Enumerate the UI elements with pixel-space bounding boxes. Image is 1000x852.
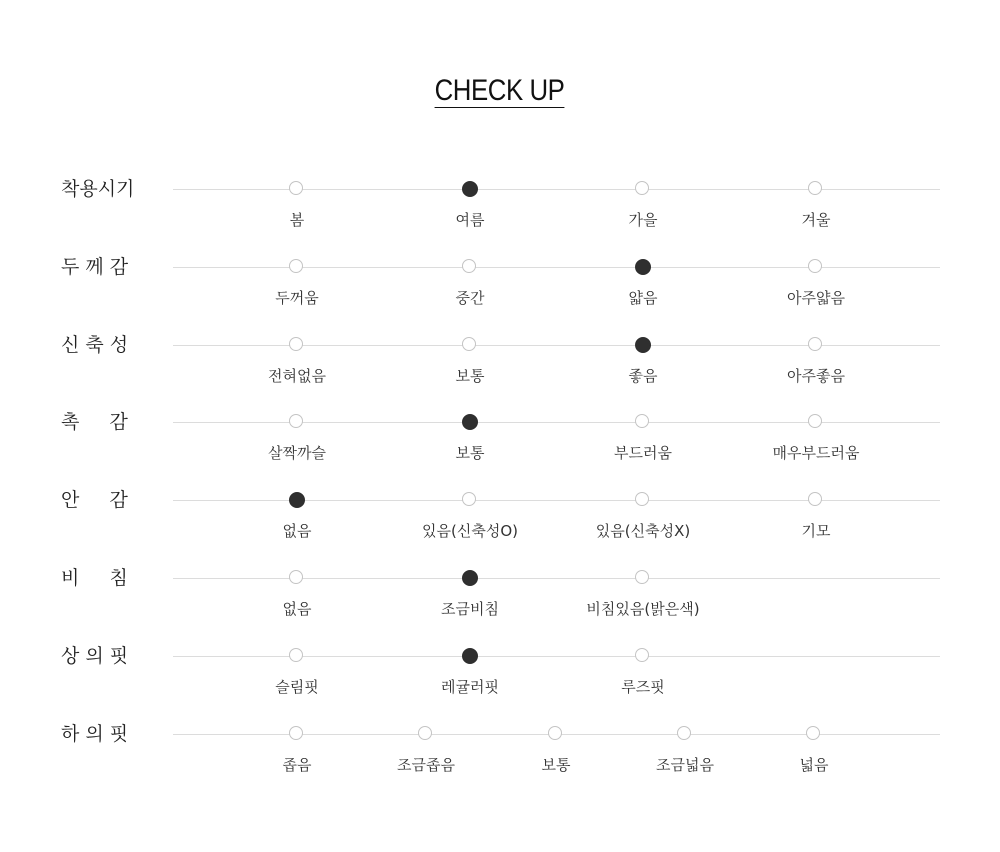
- option-label: 살짝까슬: [268, 444, 326, 462]
- option-dot[interactable]: [808, 337, 822, 351]
- row-label: 착용시기: [61, 178, 135, 200]
- option-label: 아주좋음: [787, 367, 845, 385]
- checkup-row: [0, 178, 1000, 249]
- scale-track: [173, 345, 940, 346]
- checkup-row: [0, 723, 1000, 794]
- option-label: 조금넓음: [656, 756, 714, 774]
- option-dot[interactable]: [462, 337, 476, 351]
- option-dot[interactable]: [808, 181, 822, 195]
- checkup-row: [0, 645, 1000, 716]
- option-label: 보통: [455, 444, 485, 462]
- option-label: 있음(신축성O): [422, 522, 518, 540]
- option-label: 슬림핏: [275, 678, 319, 696]
- row-label: 비 침: [61, 567, 128, 589]
- option-dot[interactable]: [635, 181, 649, 195]
- option-dot[interactable]: [289, 337, 303, 351]
- option-dot[interactable]: [548, 726, 562, 740]
- option-dot-selected[interactable]: [462, 648, 478, 664]
- checkup-row: [0, 256, 1000, 327]
- option-label: 겨울: [801, 211, 831, 229]
- option-label: 비침있음(밝은색): [586, 600, 700, 618]
- option-dot[interactable]: [635, 570, 649, 584]
- option-dot-selected[interactable]: [635, 337, 651, 353]
- option-label: 보통: [455, 367, 485, 385]
- scale-track: [173, 578, 940, 579]
- option-dot[interactable]: [289, 648, 303, 662]
- scale-track: [173, 656, 940, 657]
- option-label: 아주얇음: [787, 289, 845, 307]
- option-label: 넓음: [799, 756, 829, 774]
- scale-track: [173, 267, 940, 268]
- option-dot[interactable]: [635, 414, 649, 428]
- title-wrap: [0, 76, 1000, 108]
- option-dot[interactable]: [462, 259, 476, 273]
- page-title: CHECK UP: [435, 74, 565, 107]
- option-label: 좁음: [282, 756, 312, 774]
- checkup-row: [0, 411, 1000, 482]
- option-dot[interactable]: [462, 492, 476, 506]
- option-dot[interactable]: [635, 648, 649, 662]
- option-dot[interactable]: [635, 492, 649, 506]
- option-label: 기모: [801, 522, 831, 540]
- option-label: 좋음: [628, 367, 658, 385]
- option-dot[interactable]: [289, 570, 303, 584]
- option-dot[interactable]: [289, 259, 303, 273]
- option-label: 봄: [289, 211, 305, 229]
- row-label: 안 감: [61, 489, 128, 511]
- option-label: 전혀없음: [268, 367, 326, 385]
- option-label: 조금좁음: [397, 756, 455, 774]
- option-dot[interactable]: [289, 414, 303, 428]
- option-dot[interactable]: [808, 414, 822, 428]
- option-dot-selected[interactable]: [635, 259, 651, 275]
- option-dot-selected[interactable]: [462, 181, 478, 197]
- row-label: 두 께 감: [61, 256, 129, 278]
- checkup-row: [0, 567, 1000, 638]
- option-label: 보통: [541, 756, 571, 774]
- row-label: 신 축 성: [61, 334, 129, 356]
- checkup-row: [0, 334, 1000, 405]
- option-label: 매우부드러움: [772, 444, 860, 462]
- option-dot[interactable]: [418, 726, 432, 740]
- option-dot[interactable]: [677, 726, 691, 740]
- option-label: 부드러움: [614, 444, 672, 462]
- row-label: 상 의 핏: [61, 645, 129, 667]
- row-label: 하 의 핏: [61, 723, 129, 745]
- option-dot[interactable]: [808, 259, 822, 273]
- option-dot[interactable]: [289, 181, 303, 195]
- option-label: 루즈핏: [621, 678, 665, 696]
- option-label: 레귤러핏: [441, 678, 499, 696]
- scale-track: [173, 189, 940, 190]
- row-label: 촉 감: [61, 411, 128, 433]
- checkup-row: [0, 489, 1000, 560]
- scale-track: [173, 422, 940, 423]
- option-label: 없음: [282, 522, 312, 540]
- option-dot-selected[interactable]: [462, 570, 478, 586]
- option-label: 중간: [455, 289, 485, 307]
- option-dot[interactable]: [289, 726, 303, 740]
- option-label: 얇음: [628, 289, 658, 307]
- option-label: 가을: [628, 211, 658, 229]
- option-label: 있음(신축성X): [595, 522, 691, 540]
- option-label: 두꺼움: [275, 289, 319, 307]
- option-dot[interactable]: [808, 492, 822, 506]
- option-dot-selected[interactable]: [462, 414, 478, 430]
- option-label: 여름: [455, 211, 485, 229]
- option-label: 없음: [282, 600, 312, 618]
- option-dot-selected[interactable]: [289, 492, 305, 508]
- option-dot[interactable]: [806, 726, 820, 740]
- option-label: 조금비침: [441, 600, 499, 618]
